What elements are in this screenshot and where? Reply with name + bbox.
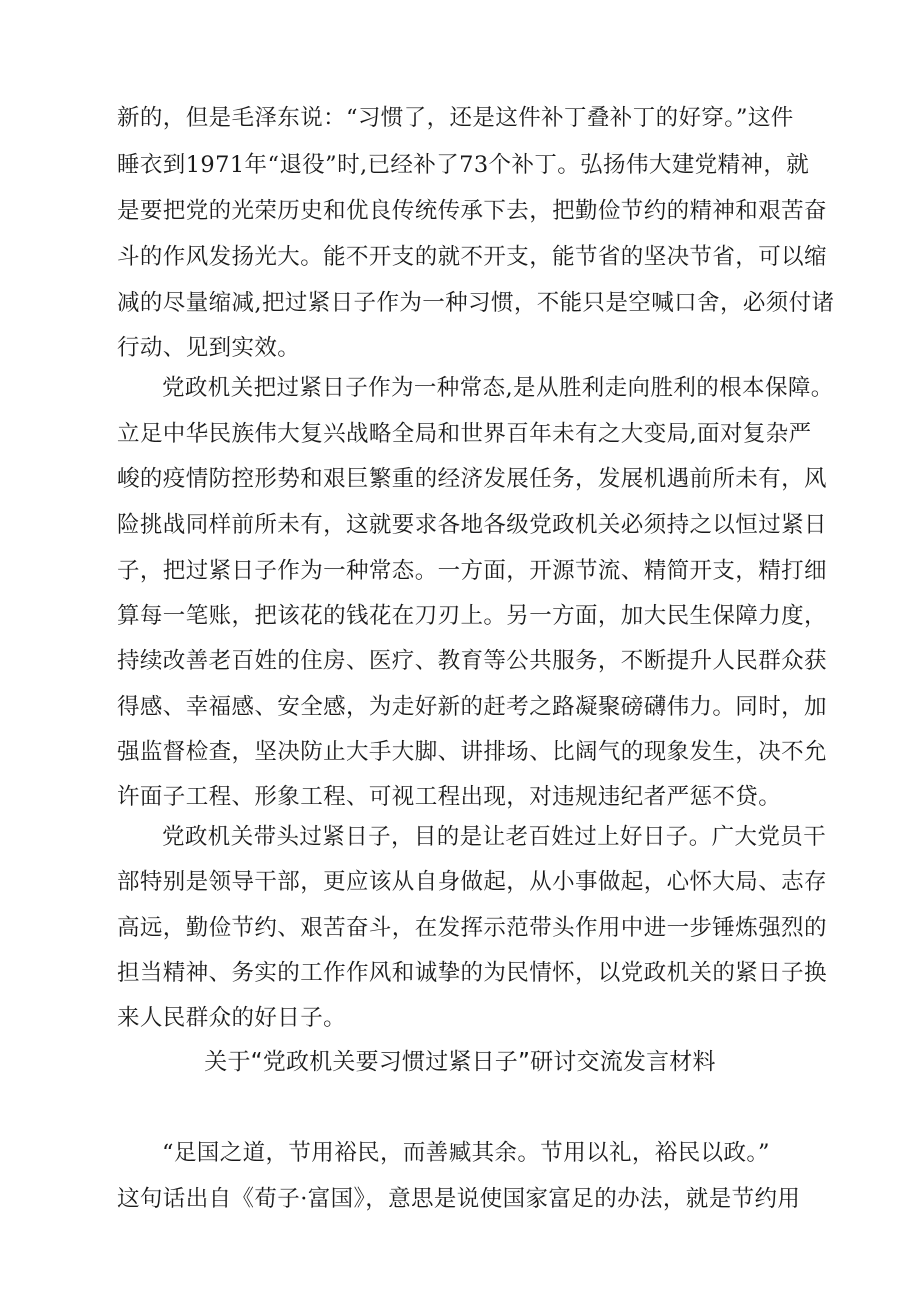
paragraph-line: 许面子工程、形象工程、可视工程出现，对违规违纪者严惩不贷。 — [117, 784, 782, 810]
paragraph-line: 立足中华民族伟大复兴战略全局和世界百年未有之大变局,面对复杂严 — [117, 421, 812, 447]
paragraph-line: 得感、幸福感、安全感，为走好新的赶考之路凝聚磅礴伟力。同时，加 — [117, 694, 827, 720]
paragraph-line: 减的尽量缩减,把过紧日子作为一种习惯，不能只是空喊口舍，必须付诸 — [117, 290, 835, 316]
paragraph-line: 斗的作风发扬光大。能不开支的就不开支，能节省的坚决节省，可以缩 — [117, 244, 827, 270]
paragraph-line: 险挑战同样前所未有，这就要求各地各级党政机关必须持之以恒过紧日 — [117, 512, 827, 538]
paragraph-line: 担当精神、务实的工作作风和诚挚的为民情怀，以党政机关的紧日子换 — [117, 960, 827, 986]
paragraph-line: “足国之道，节用裕民，而善臧其余。节用以礼，裕民以政。” — [162, 1140, 770, 1166]
paragraph-line: 党政机关把过紧日子作为一种常态,是从胜利走向胜利的根本保障。 — [162, 375, 834, 401]
paragraph-line: 强监督检查，坚决防止大手大脚、讲排场、比阔气的现象发生，决不允 — [117, 739, 827, 765]
paragraph-line: 峻的疫情防控形势和艰巨繁重的经济发展任务，发展机遇前所未有，风 — [117, 466, 827, 492]
paragraph-line: 行动、见到实效。 — [117, 335, 301, 361]
paragraph-line: 新的，但是毛泽东说：“习惯了，还是这件补丁叠补丁的好穿。”这件 — [117, 105, 794, 131]
paragraph-line: 持续改善老百姓的住房、医疗、教育等公共服务，不断提升人民群众获 — [117, 648, 827, 674]
paragraph-line: 算每一笔账，把该花的钱花在刀刃上。另一方面，加大民生保障力度， — [117, 603, 827, 629]
paragraph-line: 是要把党的光荣历史和优良传统传承下去，把勤俭节约的精神和艰苦奋 — [117, 198, 827, 224]
paragraph-line: 来人民群众的好日子。 — [117, 1005, 347, 1031]
section-heading: 关于“党政机关要习惯过紧日子”研讨交流发言材料 — [204, 1049, 716, 1075]
paragraph-line: 部特别是领导干部，更应该从自身做起，从小事做起，心怀大局、志存 — [117, 869, 827, 895]
paragraph-line: 高远，勤俭节约、艰苦奋斗，在发挥示范带头作用中进一步锤炼强烈的 — [117, 915, 827, 941]
paragraph-line: 子，把过紧日子作为一种常态。一方面，开源节流、精简开支，精打细 — [117, 558, 827, 584]
paragraph-line: 这句话出自《荀子·富国》，意思是说使国家富足的办法，就是节约用 — [117, 1186, 801, 1212]
paragraph-line: 党政机关带头过紧日子，目的是让老百姓过上好日子。广大党员干 — [162, 824, 827, 850]
paragraph-line: 睡衣到1971年“退役”时,已经补了73个补丁。弘扬伟大建党精神，就 — [117, 152, 810, 178]
